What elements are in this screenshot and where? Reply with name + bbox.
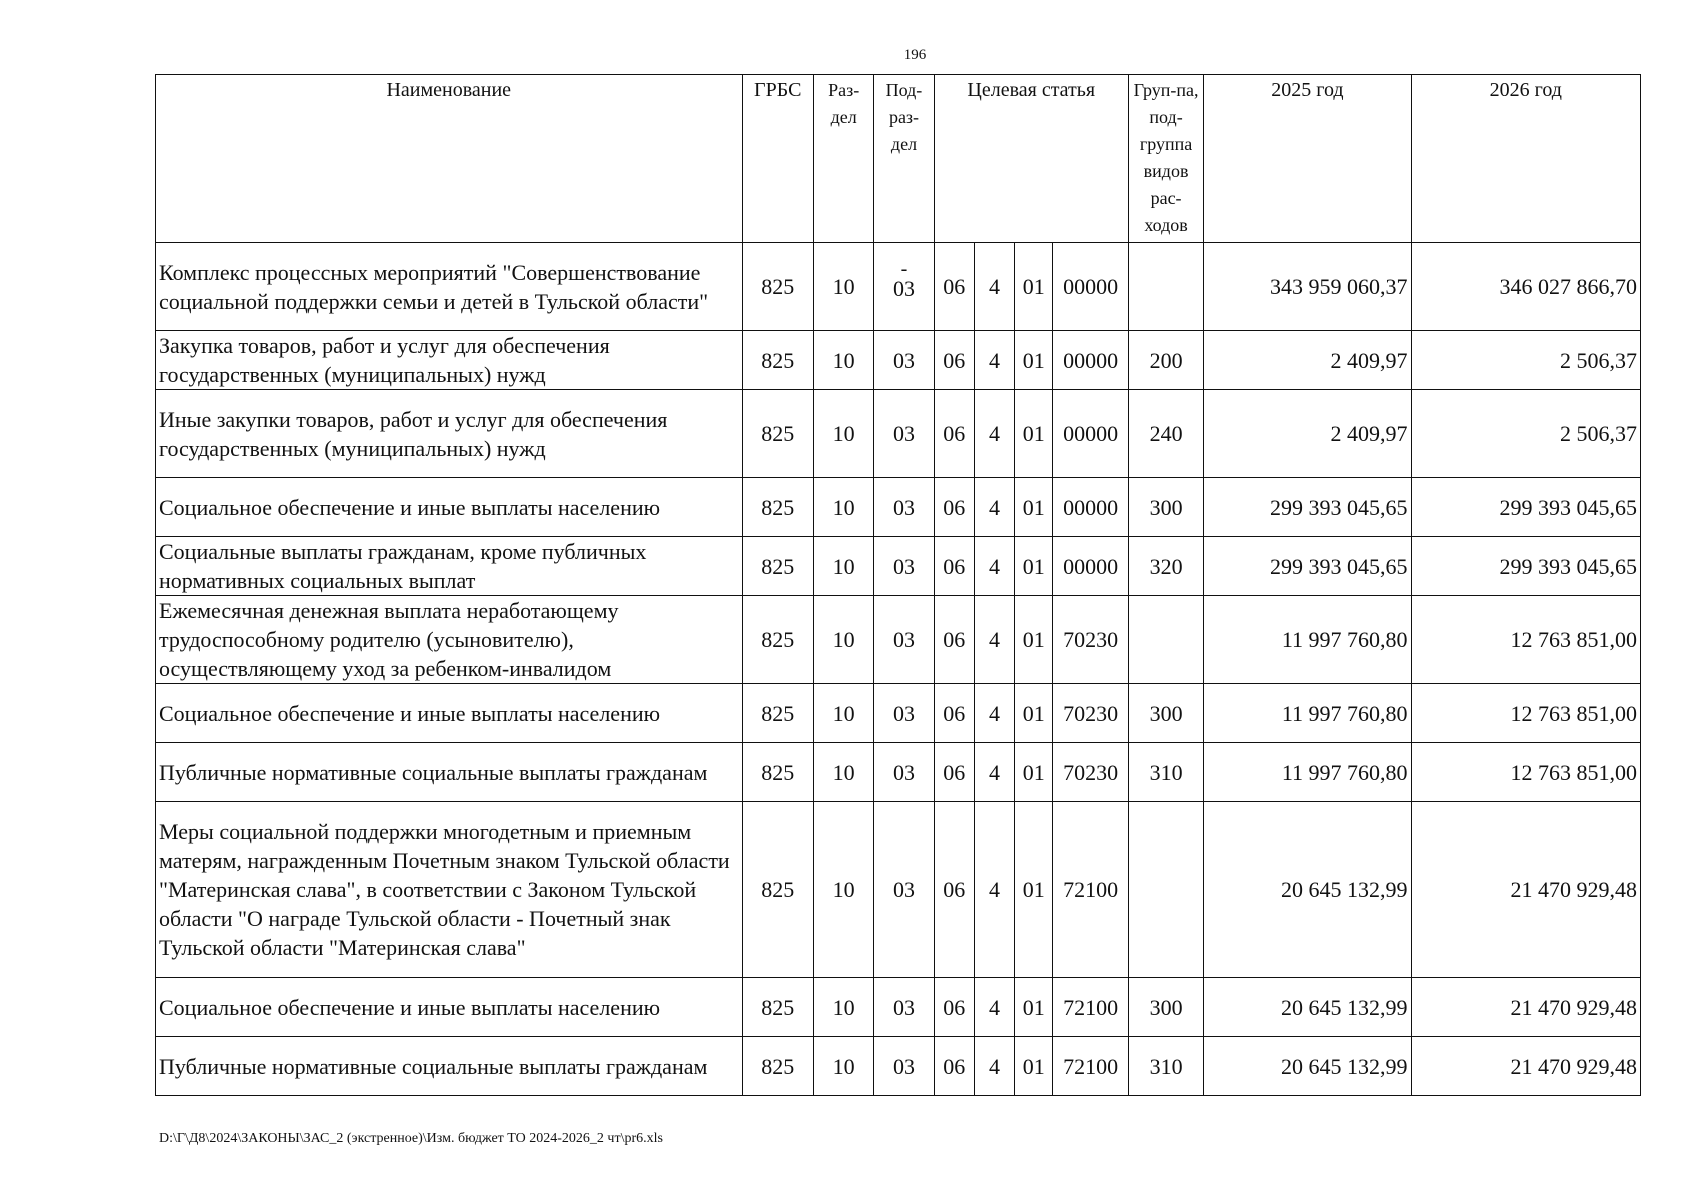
row-target-1: 06: [934, 478, 974, 537]
row-razdel: 10: [813, 331, 873, 390]
dash-mark: -: [900, 258, 908, 280]
row-name: Иные закупки товаров, работ и услуг для обеспечения государственных (муниципальных) нужд: [156, 390, 743, 478]
row-grbs: 825: [742, 978, 813, 1037]
row-target-1: 06: [934, 331, 974, 390]
row-2026: 21 470 929,48: [1411, 802, 1640, 978]
row-2025: 2 409,97: [1204, 390, 1411, 478]
row-2025: 299 393 045,65: [1204, 537, 1411, 596]
row-name: Меры социальной поддержки многодетным и приемным матерям, награжденным Почетным знаком Тульской области "Материнская слава", в соответствии с Законом Тульской области "О награде Тульской области - Почетный знак Тульской области "Материнская слава": [156, 802, 743, 978]
table-row: [156, 978, 1641, 1037]
row-2025: 2 409,97: [1204, 331, 1411, 390]
row-2025: 11 997 760,80: [1204, 596, 1411, 684]
table-row: [156, 243, 1641, 331]
table-row: [156, 331, 1641, 390]
row-target-3: 01: [1015, 243, 1053, 331]
table-row: [156, 1037, 1641, 1096]
row-2026: 299 393 045,65: [1411, 478, 1640, 537]
row-expense-group: 200: [1128, 331, 1203, 390]
row-target-4: 00000: [1053, 478, 1128, 537]
row-target-4: 70230: [1053, 684, 1128, 743]
row-expense-group: 300: [1128, 978, 1203, 1037]
row-target-3: 01: [1015, 596, 1053, 684]
header-expense-group: Груп-па, под-группа видов рас-ходов: [1128, 75, 1203, 243]
header-2026: 2026 год: [1411, 75, 1640, 243]
row-target-2: 4: [974, 390, 1014, 478]
row-target-1: 06: [934, 537, 974, 596]
row-2026: 12 763 851,00: [1411, 684, 1640, 743]
row-name: Социальное обеспечение и иные выплаты населению: [156, 478, 743, 537]
row-podrazdel: 03: [874, 331, 934, 390]
row-expense-group: [1128, 596, 1203, 684]
row-name: Публичные нормативные социальные выплаты гражданам: [156, 743, 743, 802]
header-razdel: Раз-дел: [813, 75, 873, 243]
row-target-3: 01: [1015, 537, 1053, 596]
header-grbs: ГРБС: [742, 75, 813, 243]
row-grbs: 825: [742, 331, 813, 390]
page-number: 196: [903, 47, 927, 63]
row-target-2: 4: [974, 743, 1014, 802]
row-target-3: 01: [1015, 1037, 1053, 1096]
row-target-4: 00000: [1053, 390, 1128, 478]
row-razdel: 10: [813, 802, 873, 978]
row-target-4: 72100: [1053, 978, 1128, 1037]
row-grbs: 825: [742, 684, 813, 743]
row-target-3: 01: [1015, 331, 1053, 390]
row-razdel: 10: [813, 243, 873, 331]
row-2025: 343 959 060,37: [1204, 243, 1411, 331]
row-target-1: 06: [934, 978, 974, 1037]
row-name: Публичные нормативные социальные выплаты гражданам: [156, 1037, 743, 1096]
table-header-row: [156, 75, 1641, 243]
header-name: Наименование: [156, 75, 743, 243]
header-target-article: Целевая статья: [934, 75, 1128, 243]
table-row: [156, 802, 1641, 978]
table-row: [156, 684, 1641, 743]
row-target-3: 01: [1015, 684, 1053, 743]
row-podrazdel: 03: [874, 537, 934, 596]
header-podrazdel: Под-раз-дел: [874, 75, 934, 243]
row-target-2: 4: [974, 537, 1014, 596]
row-podrazdel: 03: [874, 596, 934, 684]
row-expense-group: 320: [1128, 537, 1203, 596]
row-2025: 20 645 132,99: [1204, 1037, 1411, 1096]
row-target-3: 01: [1015, 478, 1053, 537]
row-name: Социальное обеспечение и иные выплаты населению: [156, 684, 743, 743]
row-2025: 20 645 132,99: [1204, 802, 1411, 978]
row-2026: 2 506,37: [1411, 390, 1640, 478]
row-razdel: 10: [813, 743, 873, 802]
row-expense-group: [1128, 802, 1203, 978]
row-podrazdel: [874, 243, 934, 331]
table-row: [156, 478, 1641, 537]
row-name: Ежемесячная денежная выплата неработающему трудоспособному родителю (усыновителю), осуществляющему уход за ребенком-инвалидом: [156, 596, 743, 684]
row-target-1: 06: [934, 802, 974, 978]
row-target-4: 72100: [1053, 1037, 1128, 1096]
row-grbs: 825: [742, 478, 813, 537]
row-target-2: 4: [974, 978, 1014, 1037]
row-2025: 11 997 760,80: [1204, 684, 1411, 743]
row-target-1: 06: [934, 1037, 974, 1096]
row-podrazdel: 03: [874, 478, 934, 537]
row-razdel: 10: [813, 684, 873, 743]
row-grbs: 825: [742, 537, 813, 596]
table-row: [156, 743, 1641, 802]
row-name: Закупка товаров, работ и услуг для обеспечения государственных (муниципальных) нужд: [156, 331, 743, 390]
row-target-4: 70230: [1053, 596, 1128, 684]
row-target-1: 06: [934, 243, 974, 331]
row-grbs: 825: [742, 243, 813, 331]
header-2025: 2025 год: [1204, 75, 1411, 243]
row-target-4: 72100: [1053, 802, 1128, 978]
row-2026: 12 763 851,00: [1411, 596, 1640, 684]
row-podrazdel: 03: [874, 390, 934, 478]
row-grbs: 825: [742, 390, 813, 478]
row-target-2: 4: [974, 1037, 1014, 1096]
row-2026: 12 763 851,00: [1411, 743, 1640, 802]
row-target-2: 4: [974, 331, 1014, 390]
row-podrazdel: 03: [874, 802, 934, 978]
row-target-2: 4: [974, 243, 1014, 331]
row-razdel: 10: [813, 390, 873, 478]
row-grbs: 825: [742, 802, 813, 978]
table-row: [156, 390, 1641, 478]
row-expense-group: [1128, 243, 1203, 331]
table-row: [156, 537, 1641, 596]
row-expense-group: 240: [1128, 390, 1203, 478]
row-2026: 299 393 045,65: [1411, 537, 1640, 596]
row-grbs: 825: [742, 596, 813, 684]
row-target-3: 01: [1015, 743, 1053, 802]
row-razdel: 10: [813, 478, 873, 537]
row-target-3: 01: [1015, 802, 1053, 978]
row-podrazdel-value: 03: [892, 276, 915, 301]
table-row: [156, 596, 1641, 684]
row-target-4: 70230: [1053, 743, 1128, 802]
file-path-footer: D:\Г\Д8\2024\ЗАКОНЫ\ЗАС_2 (экстренное)\Изм. бюджет ТО 2024-2026_2 чт\pr6.xls: [159, 1131, 663, 1146]
row-name: Комплекс процессных мероприятий "Совершенствование социальной поддержки семьи и детей в Тульской области": [156, 243, 743, 331]
row-razdel: 10: [813, 537, 873, 596]
row-target-3: 01: [1015, 978, 1053, 1037]
row-target-1: 06: [934, 596, 974, 684]
row-podrazdel: 03: [874, 1037, 934, 1096]
row-podrazdel: 03: [874, 743, 934, 802]
row-target-4: 00000: [1053, 331, 1128, 390]
row-razdel: 10: [813, 596, 873, 684]
row-target-2: 4: [974, 684, 1014, 743]
row-target-2: 4: [974, 478, 1014, 537]
row-razdel: 10: [813, 1037, 873, 1096]
row-target-1: 06: [934, 390, 974, 478]
row-2026: 2 506,37: [1411, 331, 1640, 390]
row-grbs: 825: [742, 743, 813, 802]
row-expense-group: 300: [1128, 684, 1203, 743]
row-2026: 21 470 929,48: [1411, 1037, 1640, 1096]
row-razdel: 10: [813, 978, 873, 1037]
row-target-4: 00000: [1053, 537, 1128, 596]
row-2025: 11 997 760,80: [1204, 743, 1411, 802]
row-target-1: 06: [934, 684, 974, 743]
row-2026: 346 027 866,70: [1411, 243, 1640, 331]
row-target-2: 4: [974, 596, 1014, 684]
budget-table: [155, 74, 1641, 1096]
row-podrazdel: 03: [874, 978, 934, 1037]
row-expense-group: 300: [1128, 478, 1203, 537]
row-name: Социальные выплаты гражданам, кроме публичных нормативных социальных выплат: [156, 537, 743, 596]
row-target-1: 06: [934, 743, 974, 802]
row-expense-group: 310: [1128, 743, 1203, 802]
row-target-2: 4: [974, 802, 1014, 978]
row-name: Социальное обеспечение и иные выплаты населению: [156, 978, 743, 1037]
row-expense-group: 310: [1128, 1037, 1203, 1096]
row-target-3: 01: [1015, 390, 1053, 478]
row-target-4: 00000: [1053, 243, 1128, 331]
row-grbs: 825: [742, 1037, 813, 1096]
row-podrazdel: 03: [874, 684, 934, 743]
row-2026: 21 470 929,48: [1411, 978, 1640, 1037]
row-2025: 299 393 045,65: [1204, 478, 1411, 537]
row-2025: 20 645 132,99: [1204, 978, 1411, 1037]
